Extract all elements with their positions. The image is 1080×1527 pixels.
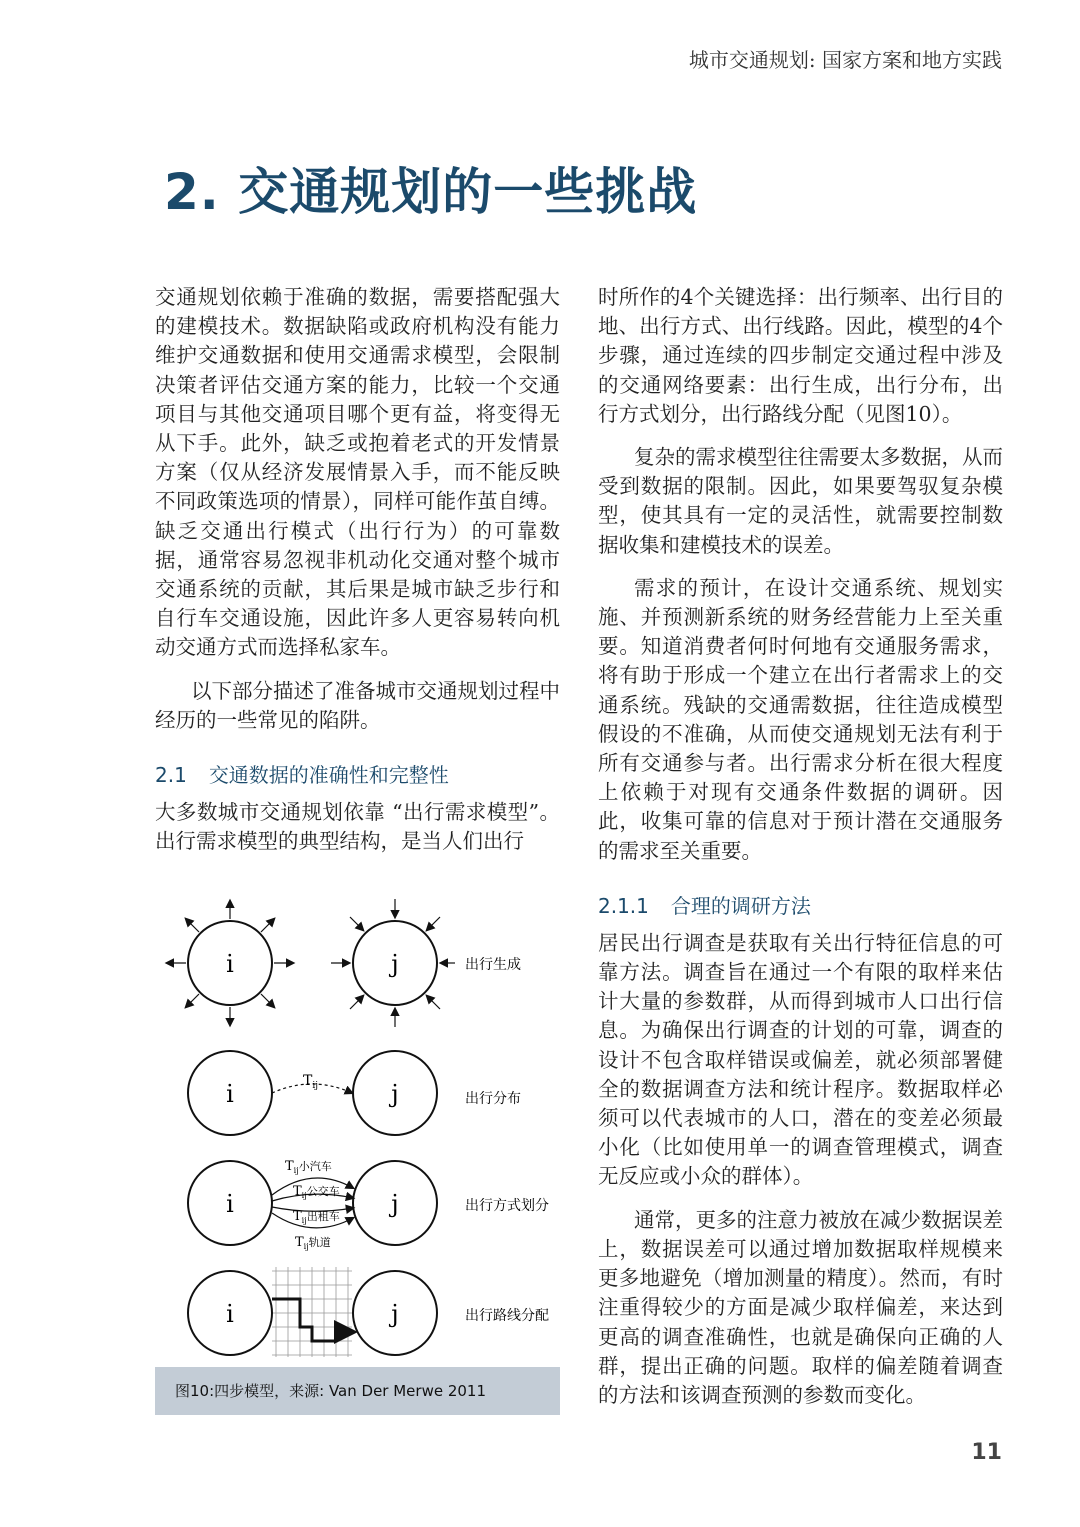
step-label: 出行分布 (465, 1091, 521, 1107)
running-header: 城市交通规划: 国家方案和地方实践 (688, 48, 1002, 72)
mode-label-taxi: $T_{ij}^{出租车}$ (293, 1209, 340, 1225)
node-i-label: i (226, 950, 234, 978)
paragraph: 需求的预计，在设计交通系统、规划实施、并预测新系统的财务经营能力上至关重要。知道消费者何时何地有交通服务需求，将有助于形成一个建立在出行者需求上的交通系统。残缺的交通需数据，往往造成模型假设的不准确，从而使交通规划无法有利于所有交通参与者。出行需求分析在很大程度上依赖于对现有交通条件数据的调研。因此，收集可靠的信息对于预计潜在交通服务的需求至关重要。 (598, 575, 1003, 863)
distribution-row (188, 1051, 521, 1135)
subsection-title: 合理的调研方法 (670, 893, 811, 918)
step-label: 出行路线分配 (465, 1308, 549, 1324)
four-step-diagram (155, 895, 560, 1367)
generation-row (167, 899, 521, 1027)
node-i-label: i (226, 1080, 234, 1108)
page-number: 11 (971, 1440, 1002, 1465)
outgoing-arrow (186, 919, 199, 932)
mode-split-row (188, 1159, 549, 1251)
outgoing-arrow (186, 994, 199, 1007)
subsection-heading (598, 890, 1003, 919)
right-column (598, 283, 1003, 1424)
outgoing-arrow (261, 919, 274, 932)
section-heading (155, 759, 560, 788)
node-j-label: j (391, 1080, 399, 1108)
incoming-arrow (350, 917, 363, 930)
section-title: 交通数据的准确性和完整性 (208, 763, 449, 788)
step-label: 出行方式划分 (465, 1198, 549, 1214)
flow-label: $T_{ij}$ (303, 1073, 319, 1091)
left-column (155, 283, 560, 870)
node-i-label: i (226, 1190, 234, 1218)
node-j-label: j (391, 950, 399, 978)
paragraph: 以下部分描述了准备城市交通规划过程中经历的一些常见的陷阱。 (155, 678, 560, 732)
step-label: 出行生成 (465, 957, 521, 973)
subsection-number: 2.1.1 (598, 893, 649, 918)
figure-caption: 图10:四步模型，来源: Van Der Merwe 2011 (155, 1367, 560, 1415)
node-j-label: j (391, 1190, 399, 1218)
paragraph: 通常，更多的注意力被放在减少数据误差上，数据误差可以通过增加数据取样规模来更多地避免（增加测量的精度）。然而，有时注重得较少的方面是减少取样偏差，来达到更高的调查准确性，也就是确保向正确的人群，提出正确的问题。取样的偏差随着调查的方法和该调查预测的参数而变化。 (598, 1207, 1003, 1407)
four-step-model-figure (155, 895, 560, 1415)
paragraph: 居民出行调查是获取有关出行特征信息的可靠方法。调查旨在通过一个有限的取样来估计大量的参数群，从而得到城市人口出行信息。为确保出行调查的计划的可靠，调查的设计不包含取样错误或偏差，就必须部署健全的数据调查方法和统计程序。数据取样必须可以代表城市的人口，潜在的变差必须最小化（比如使用单一的调查管理模式，调查无反应或小众的群体）。 (598, 930, 1003, 1189)
mode-label-car: $T_{ij}^{小汽车}$ (285, 1159, 332, 1175)
paragraph: 大多数城市交通规划依靠 “出行需求模型”。出行需求模型的典型结构，是当人们出行 (155, 800, 560, 854)
outgoing-arrow (261, 994, 274, 1007)
incoming-arrow (427, 996, 440, 1009)
paragraph: 复杂的需求模型往往需要太多数据，从而受到数据的限制。因此，如果要驾驭复杂模型，使其具有一定的灵活性，就需要控制数据收集和建模技术的误差。 (598, 445, 1003, 557)
route-assignment-row (188, 1267, 549, 1357)
incoming-arrow (350, 996, 363, 1009)
chapter-title: 2. 交通规划的一些挑战 (164, 163, 698, 221)
mode-label-rail: $T_{ij}^{轨道}$ (295, 1235, 331, 1251)
section-number: 2.1 (155, 763, 187, 788)
node-j-label: j (391, 1300, 399, 1328)
incoming-arrow (427, 917, 440, 930)
mode-label-bus: $T_{ij}^{公交车}$ (293, 1184, 340, 1200)
paragraph: 时所作的4个关键选择：出行频率、出行目的地、出行方式、出行线路。因此，模型的4个步骤，通过连续的四步制定交通过程中涉及的交通网络要素：出行生成，出行分布，出行方式划分，出行路线分配（见图10）。 (598, 285, 1003, 426)
paragraph: 交通规划依赖于准确的数据，需要搭配强大的建模技术。数据缺陷或政府机构没有能力维护交通数据和使用交通需求模型，会限制决策者评估交通方案的能力，比较一个交通项目与其他交通项目哪个更有益，将变得无从下手。此外，缺乏或抱着老式的开发情景方案（仅从经济发展情景入手，而不能反映不同政策选项的情景），同样可能作茧自缚。缺乏交通出行模式（出行行为）的可靠数据，通常容易忽视非机动化交通对整个城市交通系统的贡献，其后果是城市缺乏步行和自行车交通设施，因此许多人更容易转向机动交通方式而选择私家车。 (155, 285, 560, 660)
node-i-label: i (226, 1300, 234, 1328)
road-grid (272, 1267, 352, 1357)
